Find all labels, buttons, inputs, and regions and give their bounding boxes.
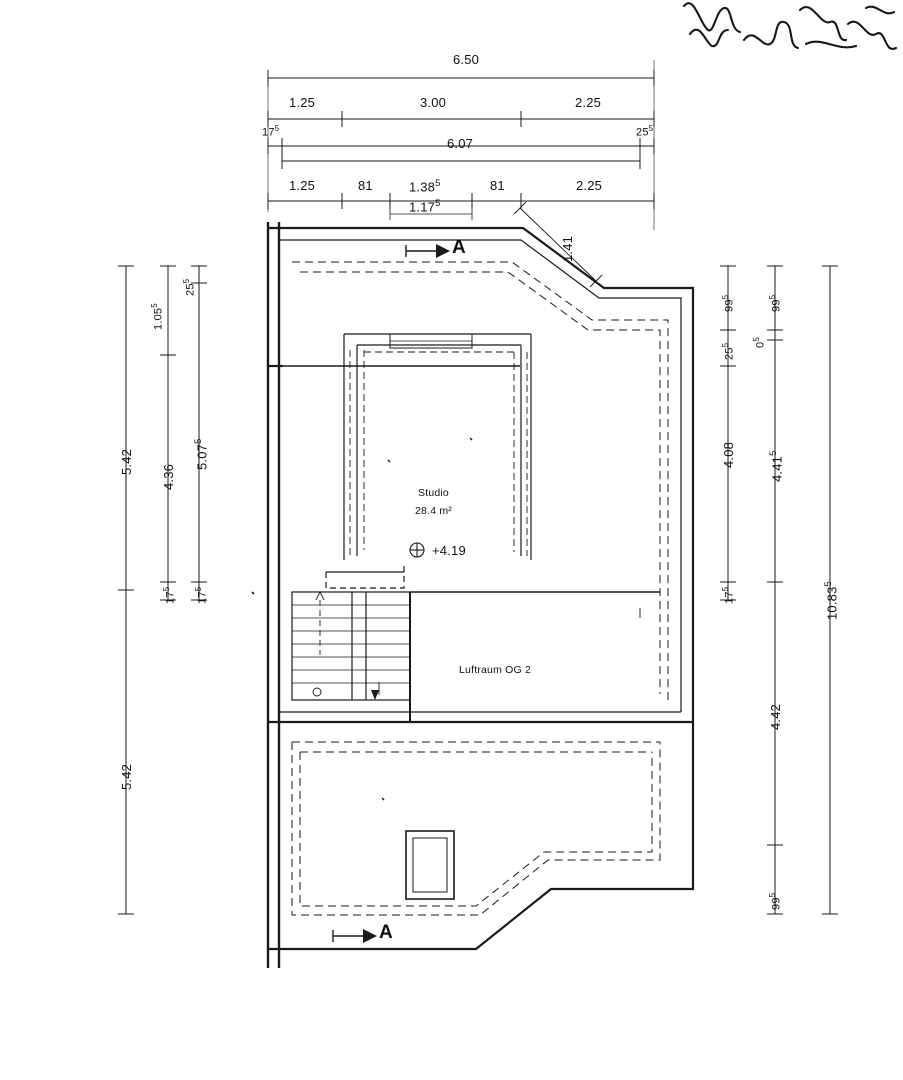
dim-99-5-bottom: $99^5$ <box>768 892 783 910</box>
dim-4-41-5: 4.41$^5$ <box>768 450 785 482</box>
dim-99-5-r2: $99^5$ <box>768 294 783 312</box>
dim-17-5-left2: $17^5$ <box>194 586 209 604</box>
dim-6-50: 6.50 <box>453 52 480 67</box>
dim-99-5-r1: $99^5$ <box>721 294 736 312</box>
dim-1-25-b: 1.25 <box>289 178 316 193</box>
dim-5-42-top: 5.42 <box>119 448 134 475</box>
level-marker-studio: +4.19 <box>432 543 466 558</box>
dim-81-a: 81 <box>358 178 373 193</box>
room-label-luftraum: Luftraum OG 2 <box>459 664 532 676</box>
dim-3-00: 3.00 <box>420 95 447 110</box>
dim-1-17-5: 1.17$^5$ <box>409 198 441 215</box>
dim-17-5-left: $17^5$ <box>162 586 177 604</box>
dim-25-5-top: $25^5$ <box>636 124 654 139</box>
dim-5-42-bottom: 5.42 <box>119 763 134 790</box>
dim-81-b: 81 <box>490 178 505 193</box>
dim-1-41: 1.41 <box>560 235 575 262</box>
dim-17-5-top: $17^5$ <box>262 124 280 139</box>
section-marker-a-bottom: A <box>379 922 393 943</box>
dim-1-25-a: 1.25 <box>289 95 316 110</box>
dim-0-5-right: $0^5$ <box>752 337 767 348</box>
dim-2-25-b: 2.25 <box>576 178 603 193</box>
dim-10-83-5: 10.83$^5$ <box>823 581 840 620</box>
dim-4-42: 4.42 <box>768 703 783 730</box>
room-area-studio: 28.4 m² <box>415 505 452 517</box>
dim-5-07-5: 5.07$^5$ <box>193 438 210 470</box>
dim-25-5-left: $25^5$ <box>182 278 197 296</box>
dim-17-5-right: $17^5$ <box>721 586 736 604</box>
dim-1-05-5: 1.05$^5$ <box>150 303 165 330</box>
room-label-studio: Studio <box>418 487 449 499</box>
section-marker-a-top: A <box>452 237 466 258</box>
dim-4-08: 4.08 <box>721 441 736 468</box>
dim-4-36: 4.36 <box>161 463 176 490</box>
dim-2-25-a: 2.25 <box>575 95 602 110</box>
dim-25-5-right: $25^5$ <box>721 342 736 360</box>
dim-1-38-5: 1.38$^5$ <box>409 178 441 195</box>
handwritten-signature <box>684 3 896 49</box>
dim-6-07: 6.07 <box>447 136 474 151</box>
